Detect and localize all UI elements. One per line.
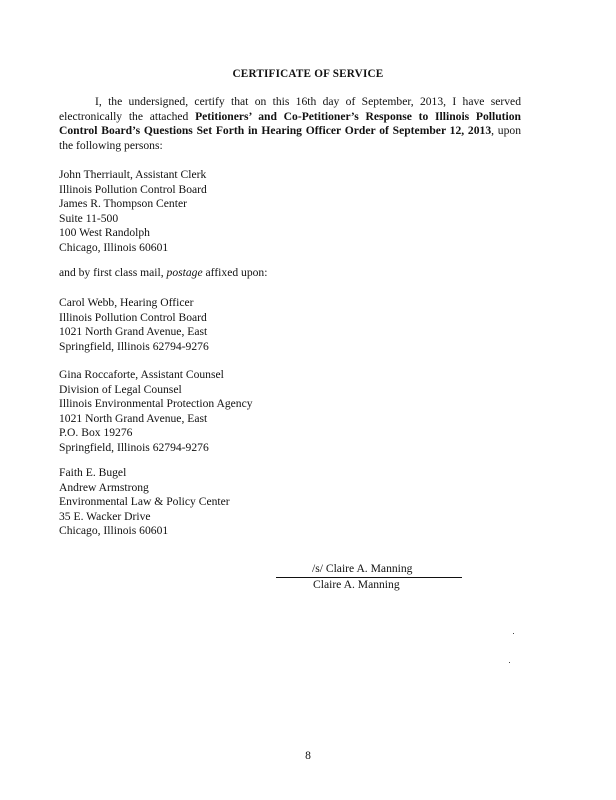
address-line: Chicago, Illinois 60601 [59, 240, 169, 254]
document-title: CERTIFICATE OF SERVICE [232, 68, 384, 80]
address-line: Springfield, Illinois 62794-9276 [59, 339, 209, 353]
address-line: Division of Legal Counsel [59, 382, 182, 396]
address-line: Chicago, Illinois 60601 [59, 524, 169, 538]
address-line: John Therriault, Assistant Clerk [59, 168, 207, 181]
address-line: James R. Thompson Center [59, 197, 187, 211]
address-line: Andrew Armstrong [59, 480, 149, 494]
address-line: Illinois Pollution Control Board [59, 182, 207, 196]
electronic-signature: /s/ Claire A. Manning [312, 562, 413, 576]
address-line: 100 West Randolph [59, 226, 150, 240]
address-line: 1021 North Grand Avenue, East [59, 325, 208, 339]
address-line: Carol Webb, Hearing Officer [59, 296, 194, 309]
address-line: P.O. Box 19276 [59, 426, 133, 440]
address-line: Suite 11-500 [59, 211, 119, 225]
scan-speck [513, 633, 514, 634]
scan-speck [509, 662, 510, 663]
recipient-hearing-officer-address [59, 296, 479, 354]
address-line: Springfield, Illinois 62794-9276 [59, 440, 209, 454]
address-line: Environmental Law & Policy Center [59, 495, 230, 509]
certification-text-start: I, the undersigned, certify that on this 16th day of September, 2013, I have served electronically the attached [59, 95, 521, 123]
address-line: Illinois Environmental Protection Agency [59, 397, 253, 411]
signature-line [276, 563, 462, 578]
address-line: Illinois Pollution Control Board [59, 310, 207, 324]
address-line: Faith E. Bugel [59, 466, 127, 479]
mail-service-line: and by first class mail, postage affixed upon: [59, 266, 268, 279]
address-line: 35 E. Wacker Drive [59, 509, 151, 523]
signature-block [276, 563, 462, 593]
certification-text-end: , upon the following persons: [59, 124, 521, 152]
page-number: 8 [305, 749, 311, 762]
certification-paragraph [59, 95, 521, 153]
address-line: Gina Roccaforte, Assistant Counsel [59, 368, 224, 381]
recipient-iepa-address [59, 368, 479, 456]
signer-name: Claire A. Manning [313, 578, 400, 591]
address-line: 1021 North Grand Avenue, East [59, 411, 208, 425]
recipient-elpc-address [59, 466, 479, 539]
served-document-title: Petitioners’ and Co-Petitioner’s Response to Illinois Pollution Control Board’s Questions Set Forth in Hearing Officer Order of September 12, 2013 [59, 109, 521, 138]
recipient-electronic-address [59, 168, 479, 256]
